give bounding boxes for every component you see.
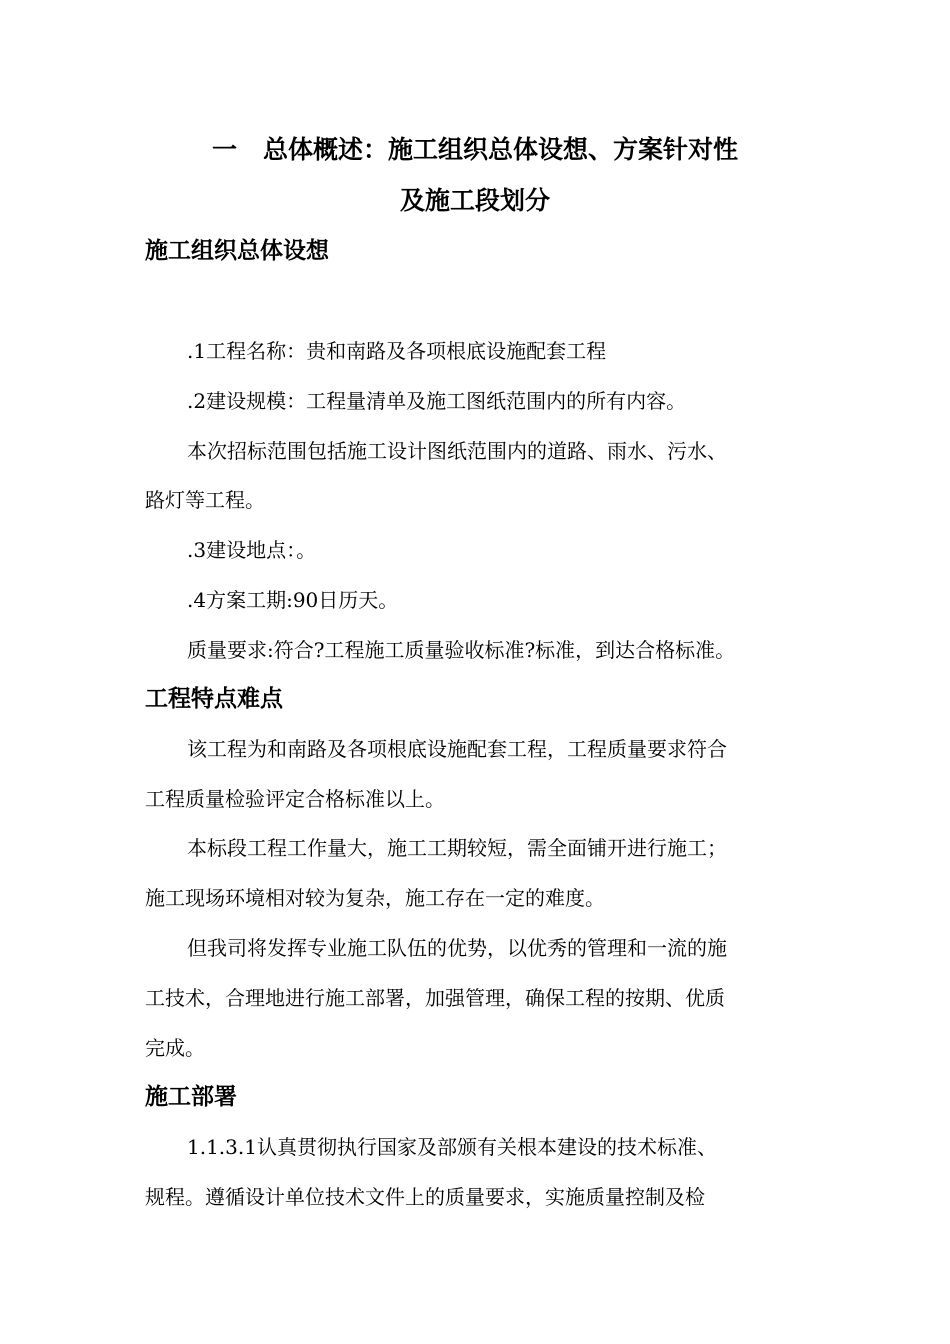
features-paragraph-1-line-1: 该工程为和南路及各项根底设施配套工程，工程质量要求符合 xyxy=(187,737,727,761)
features-paragraph-3-line-1: 但我司将发挥专业施工队伍的优势，以优秀的管理和一流的施 xyxy=(187,936,727,960)
features-paragraph-2-line-1: 本标段工程工作量大，施工工期较短，需全面铺开进行施工； xyxy=(187,836,727,860)
features-paragraph-3-line-3: 完成。 xyxy=(145,1036,205,1060)
project-name-item: .1工程名称：贵和南路及各项根底设施配套工程 xyxy=(187,339,607,363)
features-paragraph-2-line-2: 施工现场环境相对较为复杂，施工存在一定的难度。 xyxy=(145,886,605,910)
deployment-paragraph-1-line-2: 规程。遵循设计单位技术文件上的质量要求，实施质量控制及检 xyxy=(145,1185,705,1209)
construction-site-item: .3建设地点：。 xyxy=(187,538,317,562)
scope-paragraph-line-1: 本次招标范围包括施工设计图纸范围内的道路、雨水、污水、 xyxy=(187,439,727,463)
title-number: 一 xyxy=(211,135,237,164)
document-title-line-2: 及施工段划分 xyxy=(399,186,550,215)
section-heading-overview: 施工组织总体设想 xyxy=(145,237,329,264)
section-heading-deployment: 施工部署 xyxy=(145,1083,237,1110)
section-heading-features: 工程特点难点 xyxy=(145,685,283,712)
document-title-line-1 xyxy=(0,134,950,166)
schedule-item: .4方案工期:90日历天。 xyxy=(187,588,399,612)
scope-paragraph-line-2: 路灯等工程。 xyxy=(145,488,265,512)
quality-requirement-item: 质量要求:符合?工程施工质量验收标准?标准，到达合格标准。 xyxy=(187,638,736,662)
title-text: 总体概述：施工组织总体设想、方案针对性 xyxy=(263,135,739,164)
deployment-paragraph-1-line-1: 1.1.3.1认真贯彻执行国家及部颁有关根本建设的技术标准、 xyxy=(187,1135,717,1159)
construction-scale-item: .2建设规模：工程量清单及施工图纸范围内的所有内容。 xyxy=(187,389,687,413)
features-paragraph-3-line-2: 工技术，合理地进行施工部署，加强管理，确保工程的按期、优质 xyxy=(145,986,725,1010)
features-paragraph-1-line-2: 工程质量检验评定合格标准以上。 xyxy=(145,787,445,811)
